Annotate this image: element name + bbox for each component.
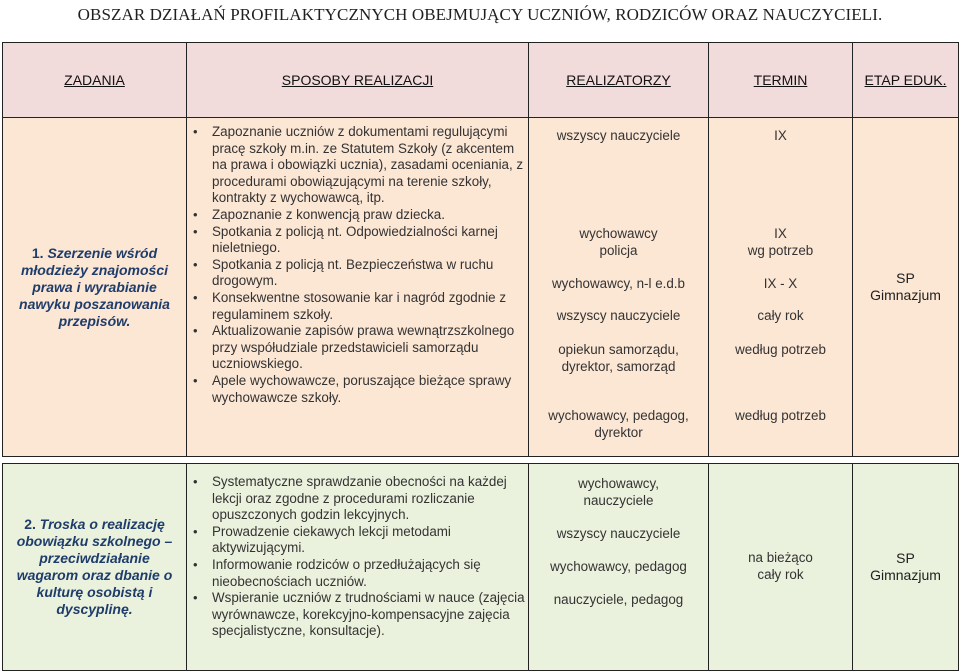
stage-cell: SP Gimnazjum: [853, 464, 959, 671]
realizer-text: wychowawcy, pedagog, dyrektor: [548, 408, 689, 440]
list-item: • Zapoznanie z konwencją praw dziecka.: [193, 206, 445, 222]
page-title: OBSZAR DZIAŁAŃ PROFILAKTYCZNYCH OBEJMUJĄCY UCZNIÓW, RODZICÓW ORAZ NAUCZYCIELI.: [77, 5, 883, 24]
list-item: • Spotkania z policją nt. Bezpieczeństwa w ruchu drogowym.: [193, 256, 494, 289]
header-stage: ETAP EDUK.: [853, 43, 959, 118]
term-text: IX: [774, 128, 787, 143]
term-cell: [709, 118, 853, 457]
realizers-cell: [529, 464, 709, 671]
stage-cell: SP Gimnazjum: [853, 118, 959, 457]
list-item: • Spotkania z policją nt. Odpowiedzialności karnej nieletniego.: [193, 223, 498, 256]
header-methods: SPOSOBY REALIZACJI: [187, 43, 529, 118]
term-text: IX wg potrzeb: [747, 226, 814, 258]
task-cell: [3, 118, 187, 457]
methods-cell: [187, 464, 529, 671]
prevention-table: [2, 42, 959, 671]
realizer-text: wychowawcy, n-l e.d.b: [552, 276, 685, 291]
list-item: • Konsekwentne stosowanie kar i nagród zgodnie z regulaminem szkoły.: [193, 289, 507, 322]
row-spacer: [3, 457, 959, 464]
task-text: Troska o realizację obowiązku szkolnego – przeciwdziałanie wagarom oraz dbanie o kulturę osobistą i dyscyplinę.: [16, 516, 173, 617]
realizer-text: wychowawcy policja: [579, 226, 658, 258]
table-row: [3, 118, 959, 457]
realizers-cell: [529, 118, 709, 457]
list-item: • Zapoznanie uczniów z dokumentami regulującymi pracę szkoły m.in. ze Statutem Szkoły (z akcentem na prawa i obowiązki ucznia), zasadami oceniania, z procedurami obowiązującymi na terenie szkoły, kontrakty z wychowawcą, itp.: [193, 124, 524, 206]
header-term: TERMIN: [709, 43, 853, 118]
task-number: 1.: [31, 244, 44, 261]
header-tasks: ZADANIA: [3, 43, 187, 118]
realizer-text: wszyscy nauczyciele: [556, 128, 681, 143]
list-item: • Systematyczne sprawdzanie obecności na każdej lekcji oraz zgodne z procedurami rozliczanie opuszczonych godzin lekcyjnych.: [193, 474, 507, 523]
list-item: • Prowadzenie ciekawych lekcji metodami aktywizującymi.: [193, 523, 451, 556]
list-item: • Informowanie rodziców o przedłużających się nieobecnościach uczniów.: [193, 556, 481, 589]
list-item: • Apele wychowawcze, poruszające bieżące sprawy wychowawcze szkoły.: [193, 372, 512, 405]
realizer-text: wychowawcy, pedagog: [550, 559, 687, 574]
term-text: IX - X: [763, 276, 798, 291]
term-text: według potrzeb: [735, 342, 826, 357]
realizer-text: wszyscy nauczyciele: [556, 526, 681, 541]
list-item: • Aktualizowanie zapisów prawa wewnątrzszkolnego przy współudziale przedstawicieli samorządu uczniowskiego.: [193, 323, 515, 372]
realizer-text: wszyscy nauczyciele: [556, 308, 681, 323]
list-item: • Wspieranie uczniów z trudnościami w nauce (zajęcia wyrównawcze, korekcyjno-kompensacyjne zajęcia specjalistyczne, konsultacje).: [193, 590, 525, 639]
methods-cell: [187, 118, 529, 457]
realizer-text: nauczyciele, pedagog: [553, 592, 684, 607]
table-row: [3, 464, 959, 671]
task-cell: [3, 464, 187, 671]
header-row: [3, 43, 959, 118]
header-realizers: REALIZATORZY: [529, 43, 709, 118]
realizer-text: opiekun samorządu, dyrektor, samorząd: [558, 342, 679, 374]
term-cell: na bieżąco cały rok: [709, 464, 853, 671]
task-text: Szerzenie wśród młodzieży znajomości prawa i wyrabianie nawyku poszanowania przepisów.: [19, 244, 170, 329]
term-text: według potrzeb: [735, 408, 826, 423]
term-text: cały rok: [757, 308, 804, 323]
realizer-text: wychowawcy, nauczyciele: [578, 476, 659, 508]
task-number: 2.: [24, 516, 36, 532]
